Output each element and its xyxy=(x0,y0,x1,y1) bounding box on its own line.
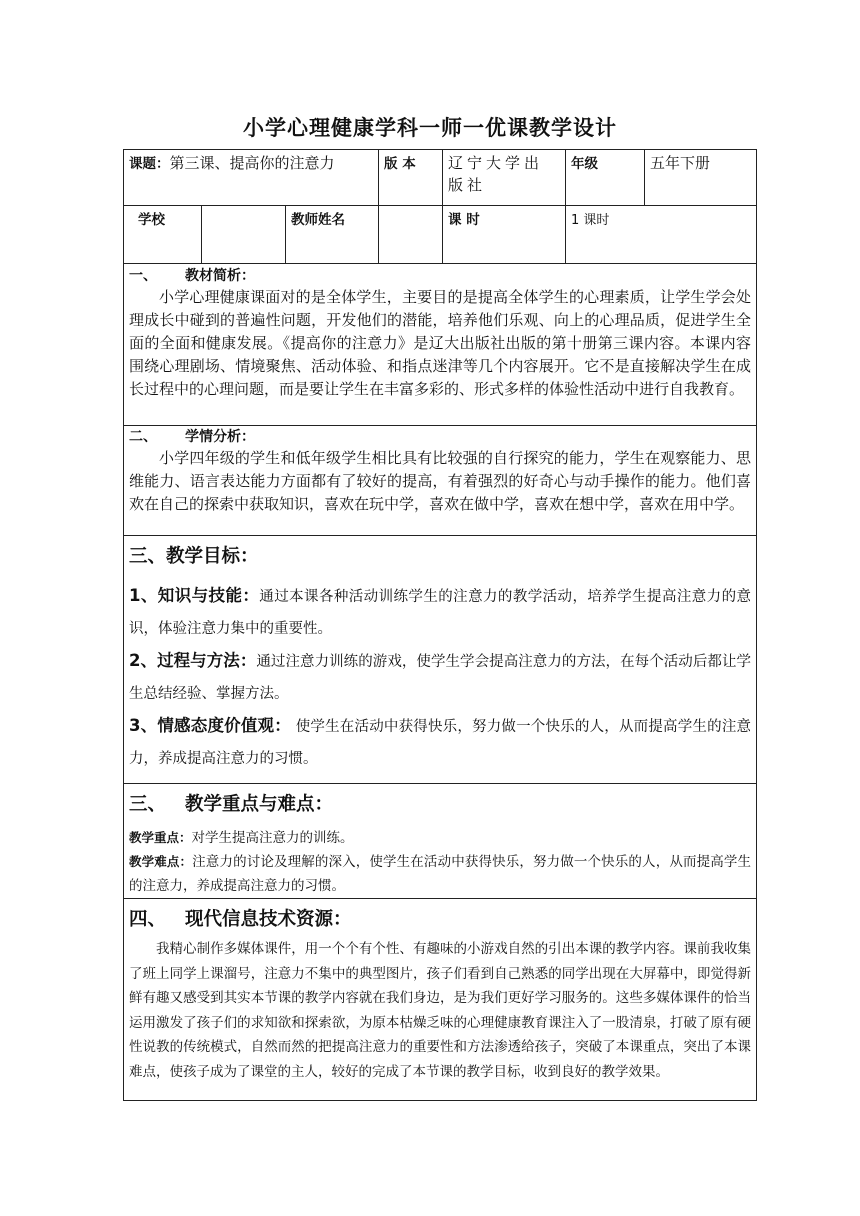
row-goals xyxy=(124,536,757,784)
material-text: 小学心理健康课面对的是全体学生，主要目的是提高全体学生的心理素质，让学生学会处理成长中碰到的普遍性问题，开发他们的潜能，培养他们乐观、向上的心理品质，促进学生全面的全面和健康发展。《提高你的注意力》是辽大出版社出版的第十册第三课内容。本课内容围绕心理剧场、情境聚焦、活动体验、和指点迷津等几个内容展开。它不是直接解决学生在成长过程中的心理问题，而是要让学生在丰富多彩的、形式多样的体验性活动中进行自我教育。 xyxy=(129,288,751,398)
resources-num: 四、 xyxy=(129,909,167,930)
hard-point-label: 教学难点： xyxy=(129,854,193,869)
material-section xyxy=(124,264,757,426)
goals-section xyxy=(124,536,757,784)
keypoints-title: 教学重点与难点： xyxy=(185,794,334,815)
school-value-cell xyxy=(202,206,286,264)
keypoints-num: 三、 xyxy=(129,794,167,815)
keypoints-heading xyxy=(129,792,751,818)
row-resources xyxy=(124,899,757,1101)
students-title: 学情分析： xyxy=(185,429,255,445)
edition-label: 版 本 xyxy=(384,156,416,172)
teacher-label: 教师姓名 xyxy=(291,212,345,228)
grade-label: 年级 xyxy=(571,156,598,172)
edition-value-cell xyxy=(443,150,566,206)
hard-point xyxy=(129,850,751,898)
students-text: 小学四年级的学生和低年级学生相比具有比较强的自行探究的能力，学生在观察能力、思维能力、语言表达能力方面都有了较好的提高，有着强烈的好奇心与动手操作的能力。他们喜欢在自己的探索中获取知识，喜欢在玩中学，喜欢在做中学，喜欢在想中学，喜欢在用中学。 xyxy=(129,449,751,513)
goals-heading: 三、教学目标： xyxy=(129,546,259,567)
students-section xyxy=(124,426,757,536)
goal-1-label: 1、知识与技能： xyxy=(129,586,260,605)
material-heading xyxy=(129,266,751,286)
topic-cell xyxy=(124,150,379,206)
row-material xyxy=(124,264,757,426)
teacher-label-cell xyxy=(286,206,379,264)
row-students xyxy=(124,426,757,536)
row-topic xyxy=(124,150,757,206)
resources-section xyxy=(124,899,757,1101)
row-keypoints xyxy=(124,784,757,899)
material-num: 一、 xyxy=(129,268,157,284)
lesson-plan-table xyxy=(123,149,757,1101)
topic-label: 课题： xyxy=(129,156,170,172)
goal-2-text: 通过注意力训练的游戏，使学生学会提高注意力的方法，在每个活动后都让学生总结经验、掌握方法。 xyxy=(129,654,751,702)
students-heading xyxy=(129,427,751,447)
hard-point-text: 注意力的讨论及理解的深入，使学生在活动中获得快乐，努力做一个快乐的人，从而提高学生的注意力，养成提高注意力的习惯。 xyxy=(129,854,751,894)
hours-label: 课 时 xyxy=(448,212,480,228)
hours-label-cell xyxy=(443,206,566,264)
goal-item-3 xyxy=(129,710,751,775)
grade-label-cell xyxy=(566,150,645,206)
goal-3-text: 使学生在活动中获得快乐，努力做一个快乐的人，从而提高学生的注意力，养成提高注意力的习惯。 xyxy=(129,719,752,767)
grade-value: 五年下册 xyxy=(650,154,711,172)
topic-value: 第三课、提高你的注意力 xyxy=(169,154,335,172)
resources-heading xyxy=(129,907,751,933)
school-label-cell xyxy=(124,206,202,264)
goal-item-1 xyxy=(129,580,751,645)
page-title: 小学心理健康学科一师一优课教学设计 xyxy=(243,116,617,140)
resources-title: 现代信息技术资源： xyxy=(185,909,352,930)
goal-3-label: 3、情感态度价值观： xyxy=(129,716,291,735)
students-num: 二、 xyxy=(129,429,157,445)
key-point-label: 教学重点： xyxy=(129,830,192,845)
teacher-value-cell xyxy=(379,206,443,264)
goal-2-label: 2、过程与方法： xyxy=(129,651,257,670)
goal-item-2 xyxy=(129,645,751,710)
hours-value-cell xyxy=(566,206,757,264)
goal-1-text: 通过本课各种活动训练学生的注意力的教学活动，培养学生提高注意力的意识，体验注意力集中的重要性。 xyxy=(129,589,752,637)
school-label: 学校 xyxy=(138,212,165,228)
edition-label-cell xyxy=(379,150,443,206)
grade-value-cell xyxy=(645,150,757,206)
edition-value: 辽宁大学出版社 xyxy=(448,154,544,194)
material-title: 教材简析： xyxy=(185,268,255,284)
resources-text: 我精心制作多媒体课件，用一个个有个性、有趣味的小游戏自然的引出本课的教学内容。课前我收集了班上同学上课溜号，注意力不集中的典型图片，孩子们看到自己熟悉的同学出现在大屏幕中，即觉得新鲜有趣又感受到其实本节课的教学内容就在我们身边，是为我们更好学习服务的。这些多媒体课件的恰当运用激发了孩子们的求知欲和探索欲，为原本枯燥乏味的心理健康教育课注入了一股清泉，打破了原有硬性说教的传统模式，自然而然的把提高注意力的重要性和方法渗透给孩子，突破了本课重点，突出了本课难点，使孩子成为了课堂的主人，较好的完成了本节课的教学目标，收到良好的教学效果。 xyxy=(129,941,751,1080)
row-school xyxy=(124,206,757,264)
hours-value: 1 课时 xyxy=(571,213,610,228)
key-point-text: 对学生提高注意力的训练。 xyxy=(191,830,354,846)
keypoints-section xyxy=(124,784,757,899)
key-point xyxy=(129,826,751,850)
